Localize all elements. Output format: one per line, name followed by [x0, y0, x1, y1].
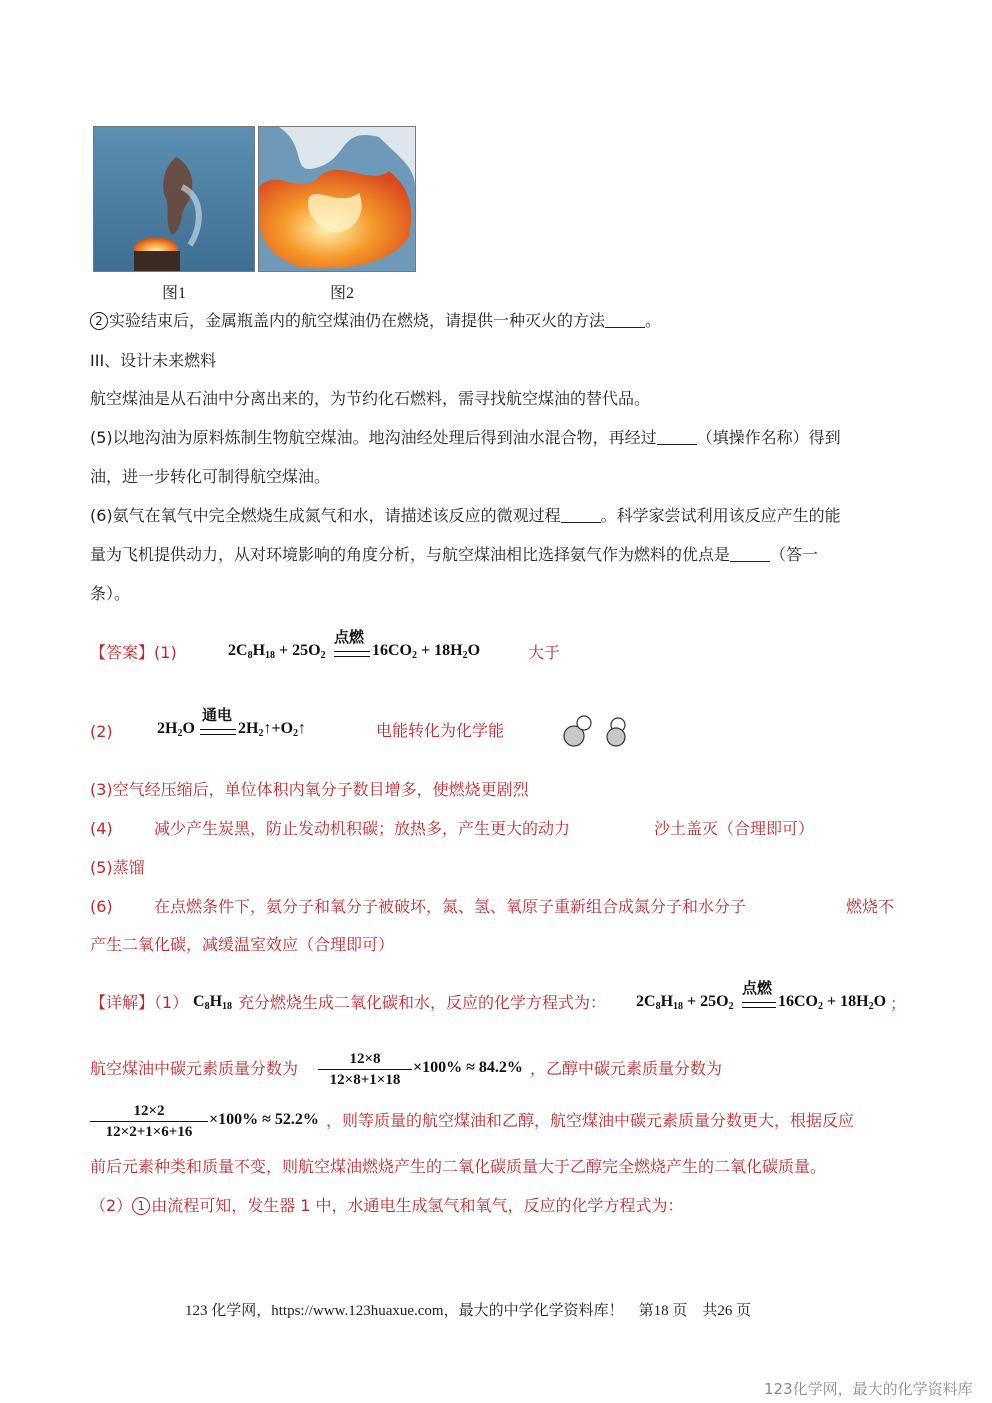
- answer-6-line-2: 产生二氧化碳，减缓温室效应（合理即可）: [90, 935, 395, 954]
- answer-1-text: 大于: [528, 643, 561, 662]
- detail-equation-end: ；: [890, 994, 907, 1013]
- equation-1-equals: [334, 651, 370, 657]
- detail-1-line-4: 前后元素种类和质量不变，则航空煤油燃烧产生的二氧化碳质量大于乙醇完全燃烧产生的二氧化碳质量。: [90, 1157, 827, 1176]
- answer-line-1: 【答案】(1): [90, 643, 177, 662]
- circled-number: 1: [132, 1197, 150, 1215]
- fraction-2-result: ×100% ≈ 52.2%: [209, 1111, 319, 1128]
- figure-1-photo: [93, 126, 255, 272]
- fraction-carbon-ethanol: 12×2 12×2+1×6+16: [90, 1101, 208, 1142]
- answer-6-number: (6): [90, 897, 113, 916]
- question-5-line-1: (5)以地沟油为原料炼制生物航空煤油。地沟油经处理后得到油水混合物，再经过 （填操作名称）得到: [90, 428, 841, 447]
- page-footer: 123 化学网，https://www.123huaxue.com，最大的中学化学资料库！ 第18 页 共26 页: [185, 1303, 752, 1319]
- fraction-carbon-kerosene: 12×8 12×8+1×18: [318, 1049, 412, 1090]
- answer-4-text-1: 减少产生炭黑，防止发动机积碳；放热多，产生更大的动力: [154, 819, 571, 838]
- answer-6-text-2: 燃烧不: [846, 897, 895, 916]
- detail-equation-equals: [742, 1002, 776, 1008]
- answer-2-text: 电能转化为化学能: [376, 721, 505, 740]
- figure-1-caption: 图1: [162, 285, 187, 302]
- answer-4-text-2: 沙土盖灭（合理即可）: [654, 819, 815, 838]
- circled-number: 2: [90, 312, 108, 330]
- question-5-line-2: 油，进一步转化可制得航空煤油。: [90, 467, 331, 486]
- answer-blank: [657, 444, 697, 445]
- equation-2-right: $2H_2↑+O_2↑$: [238, 720, 307, 739]
- equation-1-left: $2C_8H_{18} + 25O_2$: [228, 642, 326, 661]
- question-4-2: 2 实验结束后，金属瓶盖内的航空煤油仍在燃烧，请提供一种灭火的方法 。: [90, 310, 661, 332]
- detail-label: 【详解】: [90, 993, 155, 1012]
- question-6-line-2: 量为飞机提供动力，从对环境影响的角度分析，与航空煤油相比选择氨气作为燃料的优点是 （答一: [90, 545, 819, 564]
- question-6-line-1: (6)氨气在氧气中完全燃烧生成氮气和水，请描述该反应的微观过程 。科学家尝试利用该反应产生的能: [90, 506, 841, 525]
- answer-4: (4): [90, 819, 113, 838]
- figure-2-drawing: [259, 127, 415, 271]
- detail-equation-left: $2C_8H_{18} + 25O_2$: [636, 993, 734, 1012]
- section-3-intro: 航空煤油是从石油中分离出来的，为节约化石燃料，需寻找航空煤油的替代品。: [90, 389, 651, 408]
- answer-label: 【答案】: [90, 643, 155, 662]
- equation-2-equals: [200, 729, 236, 735]
- detail-formula-c8h18: $C_8H_{18}$: [193, 993, 233, 1012]
- detail-equation-condition: 点燃: [742, 979, 773, 997]
- detail-1-text: 充分燃烧生成二氧化碳和水，反应的化学方程式为：: [238, 993, 607, 1012]
- answer-blank: [605, 327, 645, 328]
- detail-1-line-3: ，则等质量的航空煤油和乙醇，航空煤油中碳元素质量分数更大，根据反应: [326, 1111, 855, 1130]
- equation-2-left: $2H_2O$: [157, 720, 195, 739]
- detail-line-1: 【详解】（1）: [90, 993, 189, 1012]
- figure-2-caption: 图2: [330, 285, 355, 302]
- answer-blank: [561, 522, 601, 523]
- equation-1-right: $16CO_2 + 18H_2O$: [372, 642, 481, 661]
- section-3-title: III、设计未来燃料: [90, 351, 217, 370]
- equation-2-condition: 通电: [202, 706, 233, 724]
- answer-3: (3)空气经压缩后，单位体积内氧分子数目增多，使燃烧更剧烈: [90, 780, 529, 799]
- answer-2-number: (2): [90, 722, 113, 741]
- answer-6-text-1: 在点燃条件下，氨分子和氧分子被破坏，氮、氢、氧原子重新组合成氮分子和水分子: [154, 897, 747, 916]
- detail-1-line-2-a: 航空煤油中碳元素质量分数为: [90, 1059, 299, 1078]
- figure-1-drawing: [94, 127, 254, 271]
- answer-5: (5)蒸馏: [90, 858, 145, 877]
- molecule-diagram: [560, 712, 640, 752]
- answer-blank: [730, 561, 770, 562]
- equation-1-condition: 点燃: [334, 628, 365, 646]
- watermark: 123化学网，最大的化学资料库: [764, 1380, 973, 1398]
- detail-equation-right: $16CO_2 + 18H_2O$: [778, 993, 887, 1012]
- detail-1-line-2-b: ，乙醇中碳元素质量分数为: [530, 1059, 723, 1078]
- fraction-1-result: ×100% ≈ 84.2%: [413, 1059, 523, 1076]
- detail-2-line-1: （2） 1 由流程可知，发生器 1 中，水通电生成氢气和氧气，反应的化学方程式为：: [90, 1196, 684, 1215]
- atom: [577, 716, 591, 730]
- figure-2-photo: [258, 126, 416, 272]
- atom: [607, 728, 625, 746]
- question-6-line-3: 条）。: [90, 584, 131, 603]
